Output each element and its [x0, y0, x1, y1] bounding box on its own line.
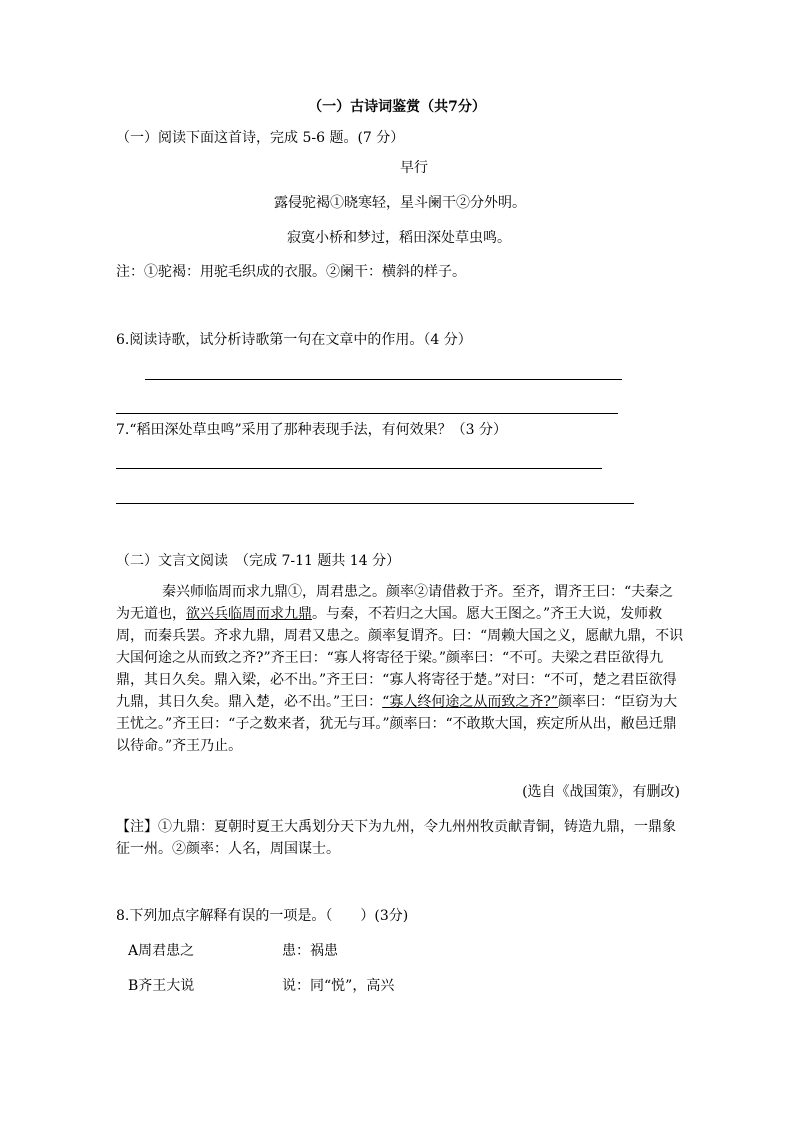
question-6: 6.阅读诗歌，试分析诗歌第一句在文章中的作用。（4 分） — [116, 332, 472, 348]
option-a-label: A周君患之 — [128, 943, 195, 959]
answer-line[interactable] — [116, 503, 634, 504]
poem-line-1: 露侵驼褐①晓寒轻，星斗阑干②分外明。 — [274, 195, 526, 211]
poem-section-heading: （一）古诗词鉴赏（共7分） — [308, 99, 486, 115]
option-b-gloss: 说：同“悦”，高兴 — [282, 978, 395, 994]
classical-section-heading: （二）文言文阅读 （完成 7-11 题共 14 分） — [116, 553, 401, 569]
passage-text: 颜率曰：“臣窃为大王忧之。”齐王曰：“子之数来者，犹无与耳。”颜率曰：“不敢欺大国，疾定所从出，敝邑迁鼎以待命。”齐王乃止。 — [116, 694, 678, 754]
passage-text: 。与秦，不若归之大国。愿大王图之。”齐王大说，发师救周，而秦兵罢。齐求九鼎，周君又患之。颜率复谓齐。曰：“周赖大国之义，愿献九鼎，不识大国何途之从而致之齐?”齐王曰：“寡人将寄径于梁。”颜率曰：“不可。夫梁之君臣欲得九鼎，其日久矣。鼎入梁，必不出。”齐王曰：“寡人将寄径于楚。”对曰：“不可，楚之君臣欲得九鼎，其日久矣。鼎入楚，必不出。”王曰： — [116, 606, 684, 710]
poem-title: 早行 — [400, 160, 428, 176]
answer-line[interactable] — [116, 468, 602, 469]
poem-note: 注：①驼褐：用驼毛织成的衣服。②阑干：横斜的样子。 — [116, 264, 466, 280]
passage-note: 【注】①九鼎：夏朝时夏王大禹划分天下为九州，令九州州牧贡献青铜，铸造九鼎，一鼎象征一州。②颜率：人名，周国谋士。 — [116, 819, 676, 857]
passage-underlined: 欲兴兵临周而求九鼎 — [186, 606, 312, 622]
poem-instruction: （一）阅读下面这首诗，完成 5-6 题。(7 分） — [116, 130, 405, 146]
passage-source: (选自《战国策》，有删改) — [522, 784, 680, 800]
answer-line[interactable] — [145, 379, 622, 380]
poem-line-2: 寂寞小桥和梦过，稻田深处草虫鸣。 — [287, 230, 511, 246]
question-8: 8.下列加点字解释有误的一项是。（ ）(3分) — [116, 908, 409, 924]
passage-text: 秦兴师临周而求九鼎①，周君患之。颜率②请借救于齐。至齐，谓齐王曰：“夫秦之为无道也， — [116, 584, 674, 622]
question-7: 7.“稻田深处草虫鸣”采用了那种表现手法，有何效果？（3 分） — [116, 422, 508, 438]
classical-passage — [116, 581, 686, 757]
option-a-gloss: 患：祸患 — [282, 943, 338, 959]
option-b-label: B齐王大说 — [128, 978, 195, 994]
answer-line[interactable] — [116, 413, 618, 414]
passage-underlined: “寡人终何途之从而致之齐?” — [382, 694, 558, 710]
